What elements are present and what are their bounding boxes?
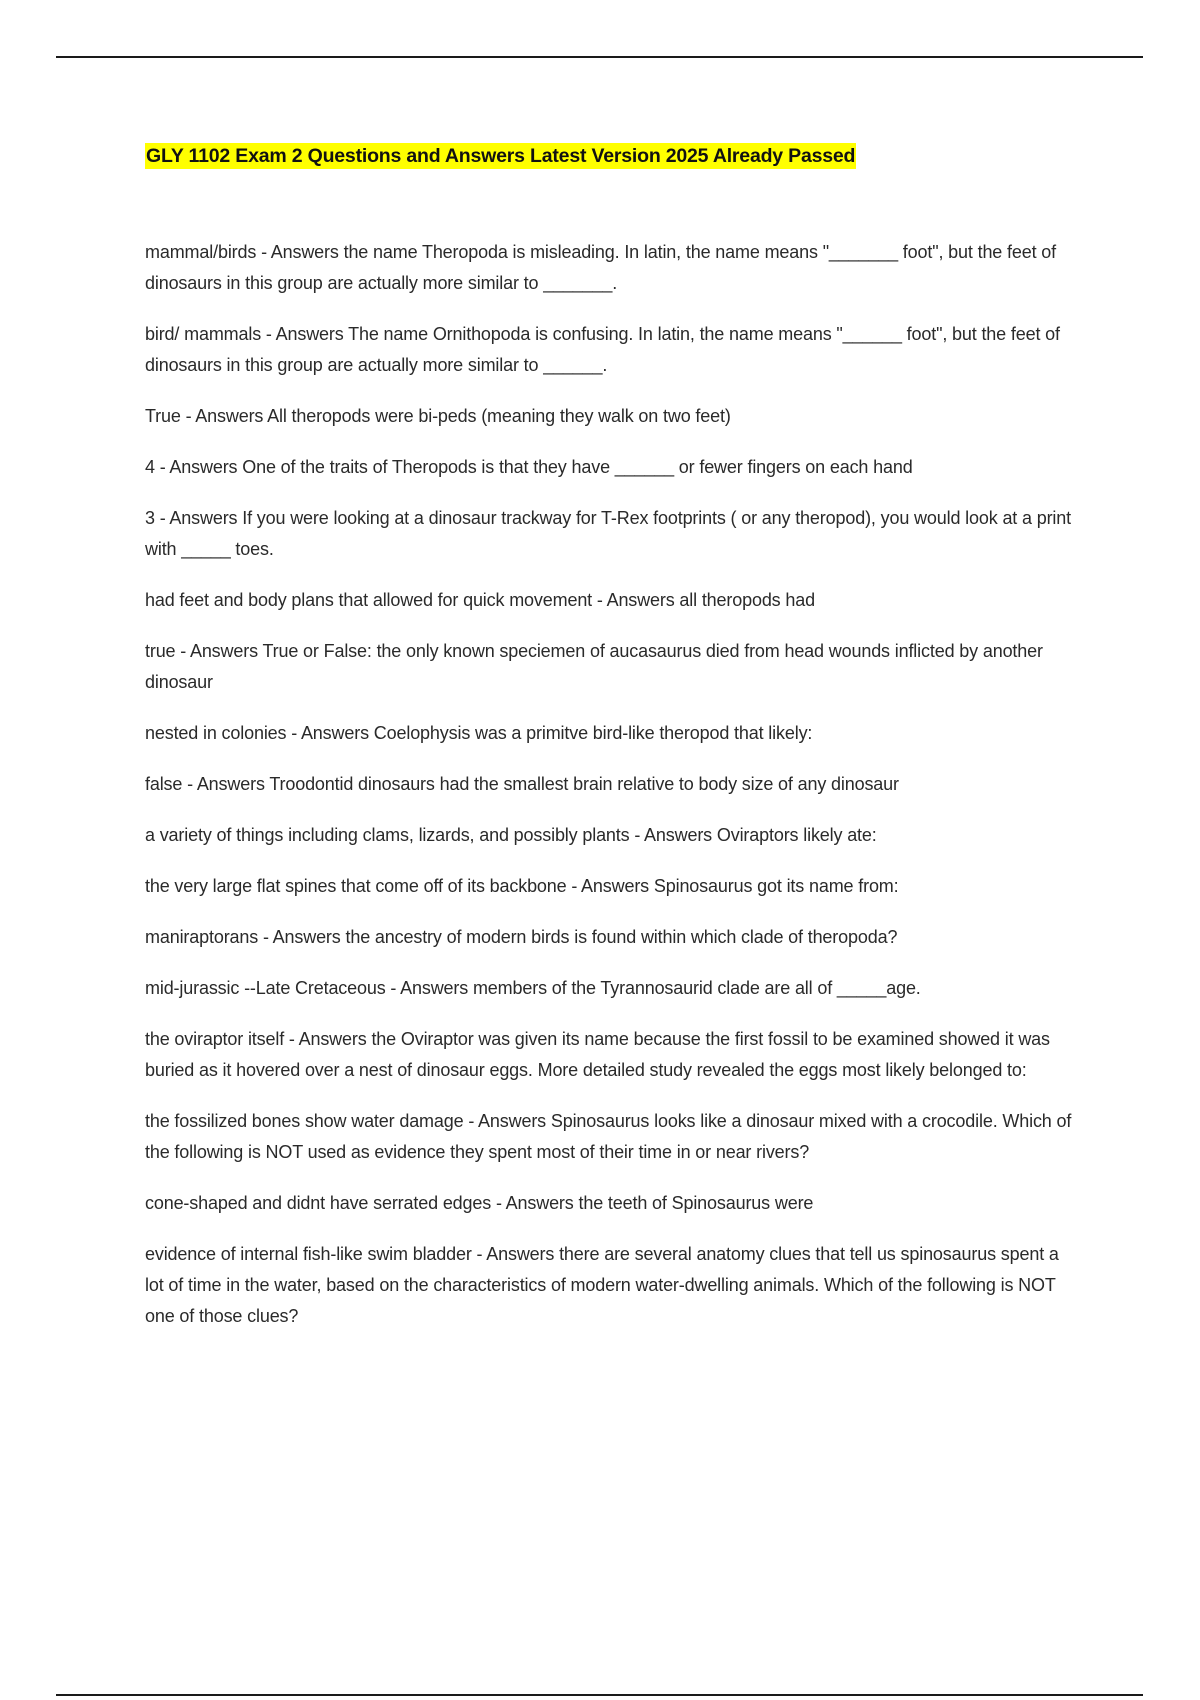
page-bottom-rule	[56, 1694, 1143, 1696]
qa-item: the oviraptor itself - Answers the Oviraptor was given its name because the first fossil to be examined showed it was buried as it hovered over a nest of dinosaur eggs. More detailed study revealed the eggs most likely belonged to:	[145, 1029, 1050, 1080]
qa-item: mammal/birds - Answers the name Theropoda is misleading. In latin, the name means "_______ foot", but the feet of dinosaurs in this group are actually more similar to _______.	[145, 242, 1057, 293]
qa-item: 3 - Answers If you were looking at a dinosaur trackway for T-Rex footprints ( or any theropod), you would look at a print with _____ toes.	[145, 508, 1071, 559]
qa-item: True - Answers All theropods were bi-peds (meaning they walk on two feet)	[145, 406, 731, 426]
qa-item: maniraptorans - Answers the ancestry of modern birds is found within which clade of theropoda?	[145, 927, 898, 947]
document-body	[145, 143, 1080, 1352]
qa-item: had feet and body plans that allowed for quick movement - Answers all theropods had	[145, 590, 815, 610]
qa-item: bird/ mammals - Answers The name Ornithopoda is confusing. In latin, the name means "______ foot", but the feet of dinosaurs in this group are actually more similar to ______.	[145, 324, 1060, 375]
qa-item: false - Answers Troodontid dinosaurs had the smallest brain relative to body size of any dinosaur	[145, 774, 899, 794]
qa-item: true - Answers True or False: the only known speciemen of aucasaurus died from head wounds inflicted by another dinosaur	[145, 641, 1043, 692]
qa-item: evidence of internal fish-like swim bladder - Answers there are several anatomy clues that tell us spinosaurus spent a lot of time in the water, based on the characteristics of modern water-dwelling animals. Which of the following is NOT one of those clues?	[145, 1244, 1059, 1326]
document-title: GLY 1102 Exam 2 Questions and Answers Latest Version 2025 Already Passed	[146, 145, 856, 167]
qa-item: 4 - Answers One of the traits of Theropods is that they have ______ or fewer fingers on each hand	[145, 457, 913, 477]
page-top-rule	[56, 56, 1143, 58]
qa-item: a variety of things including clams, lizards, and possibly plants - Answers Oviraptors likely ate:	[145, 825, 877, 845]
qa-item: nested in colonies - Answers Coelophysis was a primitve bird-like theropod that likely:	[145, 723, 813, 743]
qa-item: mid-jurassic --Late Cretaceous - Answers members of the Tyrannosaurid clade are all of _____age.	[145, 978, 921, 998]
qa-item: the very large flat spines that come off of its backbone - Answers Spinosaurus got its name from:	[145, 876, 899, 896]
qa-item: cone-shaped and didnt have serrated edges - Answers the teeth of Spinosaurus were	[145, 1193, 814, 1213]
qa-list	[145, 237, 1080, 1332]
qa-item: the fossilized bones show water damage - Answers Spinosaurus looks like a dinosaur mixed with a crocodile. Which of the following is NOT used as evidence they spent most of their time in or near rivers?	[145, 1111, 1072, 1162]
